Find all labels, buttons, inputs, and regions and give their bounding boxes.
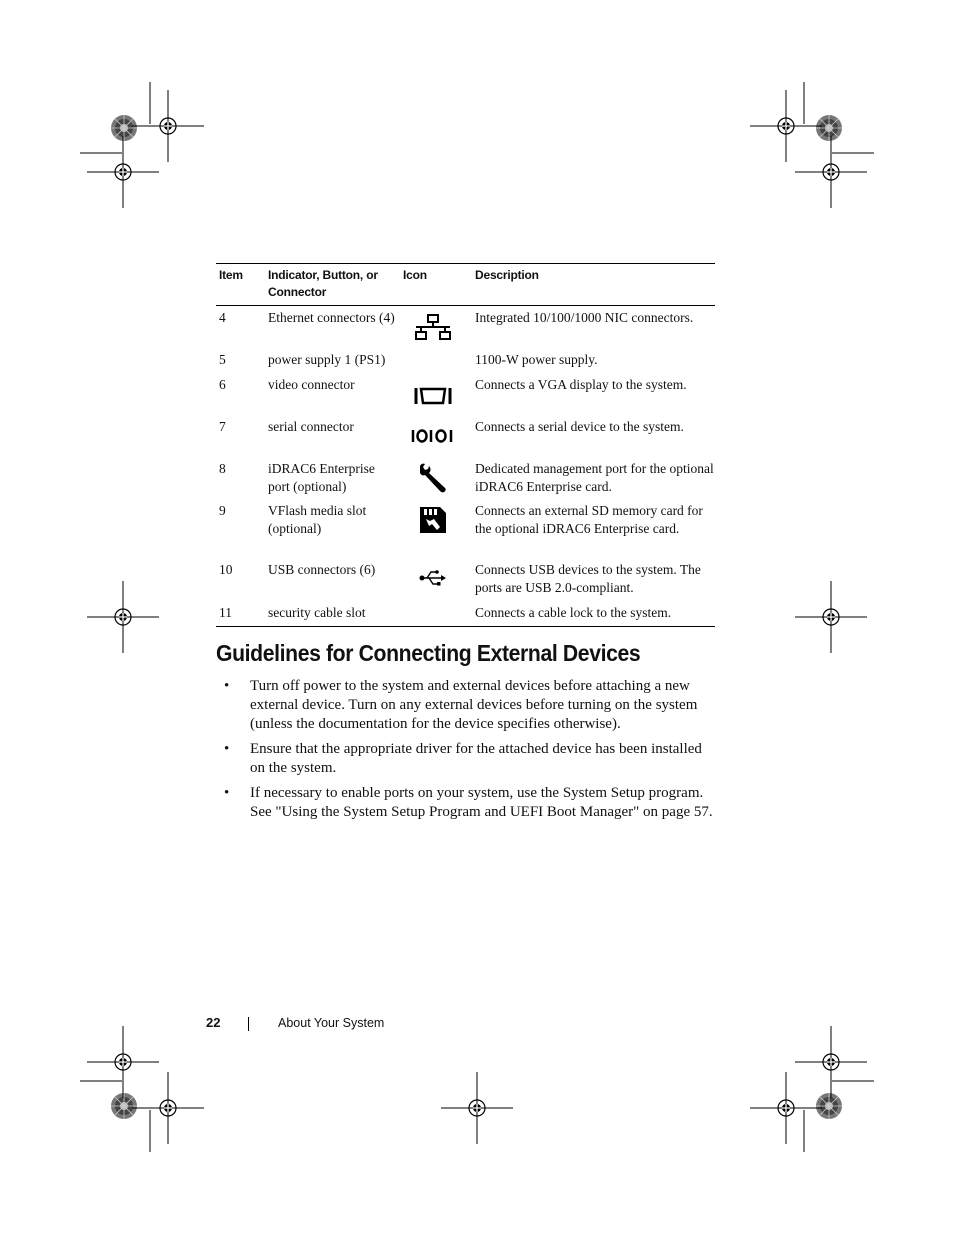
row-indicator: VFlash media slot (optional) <box>268 503 367 536</box>
header-item: Item <box>219 268 243 282</box>
section-heading: Guidelines for Connecting External Devices <box>216 640 641 666</box>
registration-mark <box>87 581 159 653</box>
row-item-number: 8 <box>219 461 226 476</box>
list-item-text: Ensure that the appropriate driver for the attached device has been installed on the system. <box>250 741 702 776</box>
row-description: Connects USB devices to the system. The ports are USB 2.0-compliant. <box>475 562 701 595</box>
footer-title: About Your System <box>278 1016 385 1030</box>
color-target-mark <box>111 1093 137 1119</box>
list-item <box>216 740 716 778</box>
wrench-icon <box>411 462 455 494</box>
registration-mark <box>132 90 204 162</box>
guidelines-list <box>216 677 716 828</box>
row-item-number: 11 <box>219 605 232 620</box>
row-description: Connects a cable lock to the system. <box>475 605 672 620</box>
network-icon <box>411 312 455 344</box>
color-target-mark <box>816 115 842 141</box>
row-description: Dedicated management port for the optional iDRAC6 Enterprise card. <box>475 461 714 494</box>
footer-divider <box>248 1017 249 1031</box>
usb-icon <box>411 562 455 594</box>
registration-mark <box>795 136 867 208</box>
registration-mark <box>87 136 159 208</box>
row-indicator: power supply 1 (PS1) <box>268 352 386 367</box>
registration-mark <box>750 1072 822 1144</box>
header-description: Description <box>475 268 539 282</box>
header-indicator: Indicator, Button, or Connector <box>268 268 378 299</box>
row-indicator: Ethernet connectors (4) <box>268 310 395 325</box>
registration-mark <box>441 1072 513 1144</box>
row-item-number: 10 <box>219 562 233 577</box>
row-description: Connects an external SD memory card for the optional iDRAC6 Enterprise card. <box>475 503 703 536</box>
row-item-number: 5 <box>219 352 226 367</box>
row-indicator: video connector <box>268 377 355 392</box>
row-description: 1100-W power supply. <box>475 352 598 367</box>
table-body <box>216 306 715 627</box>
row-item-number: 6 <box>219 377 226 392</box>
row-indicator: serial connector <box>268 419 354 434</box>
bullet-symbol: • <box>224 741 230 757</box>
registration-mark <box>87 1026 159 1098</box>
row-description: Connects a VGA display to the system. <box>475 377 687 392</box>
row-item-number: 7 <box>219 419 226 434</box>
color-target-mark <box>816 1093 842 1119</box>
row-indicator: USB connectors (6) <box>268 562 376 577</box>
registration-mark <box>132 1072 204 1144</box>
bullet-symbol: • <box>224 678 230 694</box>
connector-table <box>216 263 715 627</box>
page-number: 22 <box>206 1015 221 1030</box>
video-connector-icon <box>411 380 455 412</box>
table-header <box>216 263 715 306</box>
bullet-symbol: • <box>224 785 230 801</box>
row-item-number: 9 <box>219 503 226 518</box>
header-icon: Icon <box>403 268 427 282</box>
list-item <box>216 784 716 822</box>
list-item-text: If necessary to enable ports on your system, use the System Setup program. See "Using the System Setup Program and UEFI Boot Manager" on page 57. <box>250 785 713 820</box>
registration-mark <box>750 90 822 162</box>
row-description: Connects a serial device to the system. <box>475 419 684 434</box>
registration-mark <box>795 581 867 653</box>
registration-mark <box>795 1026 867 1098</box>
row-indicator: security cable slot <box>268 605 366 620</box>
serial-connector-icon <box>411 420 455 452</box>
list-item-text: Turn off power to the system and external devices before attaching a new external device. Turn on any external devices before turning on the system (unless the documentation for the device specifies otherwise). <box>250 678 698 732</box>
row-description: Integrated 10/100/1000 NIC connectors. <box>475 310 694 325</box>
list-item <box>216 677 716 734</box>
sd-card-icon <box>411 504 455 536</box>
row-item-number: 4 <box>219 310 226 325</box>
row-indicator: iDRAC6 Enterprise port (optional) <box>268 461 375 494</box>
color-target-mark <box>111 115 137 141</box>
